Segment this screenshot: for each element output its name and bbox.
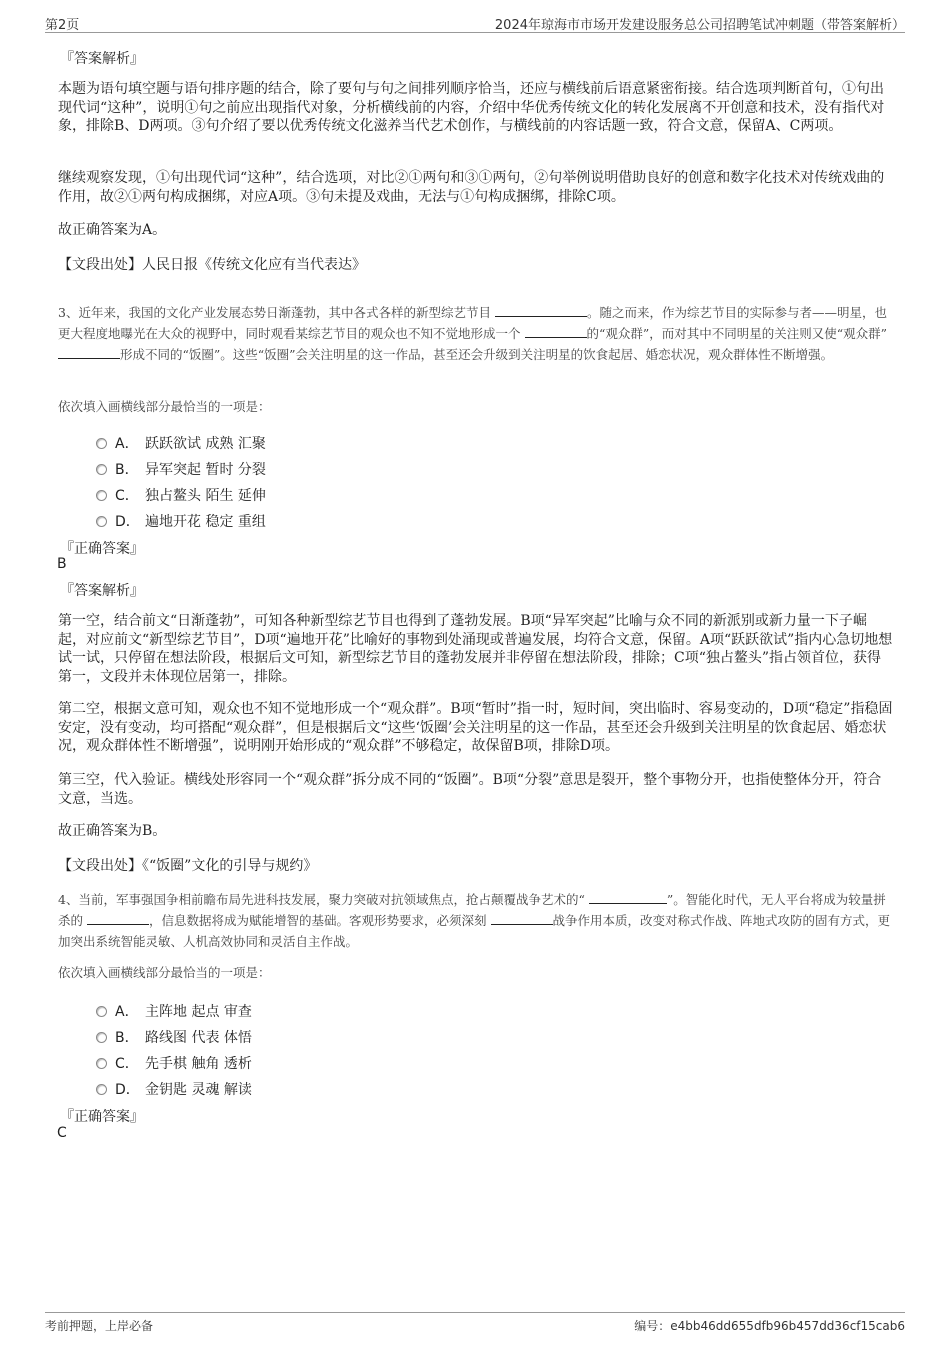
q3-option-c[interactable]: C． 独占鳌头 陌生 延伸 — [96, 485, 266, 505]
footer-code-value: e4bb46dd655dfb96b457dd36cf15cab6 — [670, 1319, 905, 1333]
radio-icon[interactable] — [96, 1084, 107, 1095]
q3-analysis-label: 『答案解析』 — [60, 583, 144, 599]
q2-conclusion: 故正确答案为A。 — [58, 222, 167, 238]
q4-stem-part-3: ，信息数据将成为赋能增智的基础。客观形势要求，必须深刻 — [149, 913, 487, 928]
footer-slogan: 考前押题，上岸必备 — [45, 1319, 154, 1333]
footer-code-label: 编号： — [634, 1319, 671, 1333]
q3-prompt: 依次填入画横线部分最恰当的一项是： — [58, 399, 271, 414]
document-title: 2024年琼海市市场开发建设服务总公司招聘笔试冲刺题（带答案解析） — [494, 18, 905, 33]
page-footer — [45, 1312, 905, 1335]
q3-analysis-paragraph-1: 第一空，结合前文“日渐蓬勃”，可知各种新型综艺节目也得到了蓬勃发展。B项“异军突起”比喻与众不同的新派别或新力量一下子崛起，对应前文“新型综艺节目”，D项“遍地开花”比喻好的事物到处涌现或普遍发展，均符合文意，保留。A项“跃跃欲试”指内心急切地想试一试，只停留在想法阶段，根据后文可知，新型综艺节目的蓬勃发展并非停留在想法阶段，排除；C项“独占鳌头”指占领首位，获得第一，文段并未体现位居第一，排除。 — [58, 613, 893, 685]
radio-icon[interactable] — [96, 1058, 107, 1069]
q3-correct-label: 『正确答案』 — [60, 541, 144, 557]
q3-stem-part-4: 形成不同的“饭圈”。这些“饭圈”会关注明星的这一作品，甚至还会升级到关注明星的饮食起居、婚恋状况，观众群体性不断增强。 — [120, 347, 834, 362]
page-number: 第2页 — [45, 18, 80, 33]
q3-stem-part-1: 3、近年来，我国的文化产业发展态势日渐蓬勃，其中各式各样的新型综艺节目 — [58, 305, 491, 320]
q4-option-b[interactable]: B． 路线图 代表 体悟 — [96, 1027, 252, 1047]
q2-analysis-paragraph-2: 继续观察发现，①句出现代词“这种”，结合选项，对比②①两句和③①两句，②句举例说明借助良好的创意和数字化技术对传统戏曲的作用，故②①两句构成捆绑，对应A项。③句未提及戏曲，无法与①句构成捆绑，排除C项。 — [58, 170, 885, 205]
q3-stem — [58, 302, 898, 365]
q2-source: 【文段出处】人民日报《传统文化应有当代表达》 — [58, 257, 366, 273]
q3-conclusion: 故正确答案为B。 — [58, 823, 167, 839]
q3-blank-3 — [58, 346, 120, 359]
q3-source: 【文段出处】《“饭圈”文化的引导与规约》 — [58, 858, 318, 874]
q4-answer: C — [57, 1125, 67, 1141]
footer-code — [634, 1317, 905, 1334]
radio-icon[interactable] — [96, 464, 107, 475]
radio-icon[interactable] — [96, 516, 107, 527]
q3-blank-2 — [525, 325, 587, 338]
q3-option-b[interactable]: B． 异军突起 暂时 分裂 — [96, 459, 266, 479]
q3-blank-1 — [495, 304, 587, 317]
q3-analysis-paragraph-3: 第三空，代入验证。横线处形容同一个“观众群”拆分成不同的“饭圈”。B项“分裂”意思是裂开，整个事物分开，也指使整体分开，符合文意，当选。 — [58, 772, 882, 807]
q4-correct-label: 『正确答案』 — [60, 1109, 144, 1125]
q3-answer: B — [57, 556, 67, 572]
q4-stem-part-1: 4、当前，军事强国争相前瞻布局先进科技发展，聚力突破对抗领域焦点，抢占颠覆战争艺术的“ — [58, 892, 585, 907]
q4-prompt: 依次填入画横线部分最恰当的一项是： — [58, 965, 271, 980]
q4-stem — [58, 889, 898, 952]
q4-blank-1 — [589, 891, 667, 904]
q3-option-a[interactable]: A． 跃跃欲试 成熟 汇聚 — [96, 433, 266, 453]
q3-stem-part-3: 的“观众群”，而对其中不同明星的关注则又使“观众群” — [586, 326, 888, 341]
q2-analysis-paragraph-1: 本题为语句填空题与语句排序题的结合，除了要句与句之间排列顺序恰当，还应与横线前后语意紧密衔接。结合选项判断首句，①句出现代词“这种”，说明①句之前应出现指代对象，分析横线前的内容，介绍中华优秀传统文化的转化发展离不开创意和技术，没有指代对象，排除B、D两项。③句介绍了要以优秀传统文化滋养当代艺术创作，与横线前的内容话题一致，符合文意，保留A、C两项。 — [58, 81, 885, 134]
radio-icon[interactable] — [96, 1006, 107, 1017]
q4-option-a[interactable]: A． 主阵地 起点 审查 — [96, 1001, 252, 1021]
q4-blank-3 — [491, 912, 553, 925]
q4-stem-part-2: ”。智能化时代，无人平台将成为较量拼杀的 — [58, 892, 886, 928]
radio-icon[interactable] — [96, 1032, 107, 1043]
q4-blank-2 — [87, 912, 149, 925]
radio-icon[interactable] — [96, 490, 107, 501]
radio-icon[interactable] — [96, 438, 107, 449]
q4-option-c[interactable]: C． 先手棋 触角 透析 — [96, 1053, 252, 1073]
q3-stem-part-2: 。随之而来，作为综艺节目的实际参与者——明星，也更大程度地曝光在大众的视野中，同时观看某综艺节目的观众也不知不觉地形成一个 — [58, 305, 887, 341]
q3-option-d[interactable]: D． 遍地开花 稳定 重组 — [96, 511, 266, 531]
q4-stem-part-4: 战争作用本质，改变对称式作战、阵地式攻防的固有方式，更加突出系统智能灵敏、人机高效协同和灵活自主作战。 — [58, 913, 891, 949]
page-header — [45, 12, 905, 33]
q2-analysis-label: 『答案解析』 — [60, 51, 144, 67]
q4-option-d[interactable]: D． 金钥匙 灵魂 解读 — [96, 1079, 252, 1099]
q3-analysis-paragraph-2: 第二空，根据文意可知，观众也不知不觉地形成一个“观众群”。B项“暂时”指一时，短时间，突出临时、容易变动的，D项“稳定”指稳固安定，没有变动，均可搭配“观众群”，但是根据后文“这些‘饭圈’会关注明星的这一作品，甚至还会升级到关注明星的饮食起居、婚恋状况，观众群体性不断增强”，说明刚开始形成的“观众群”不够稳定，故保留B项，排除D项。 — [58, 701, 893, 754]
